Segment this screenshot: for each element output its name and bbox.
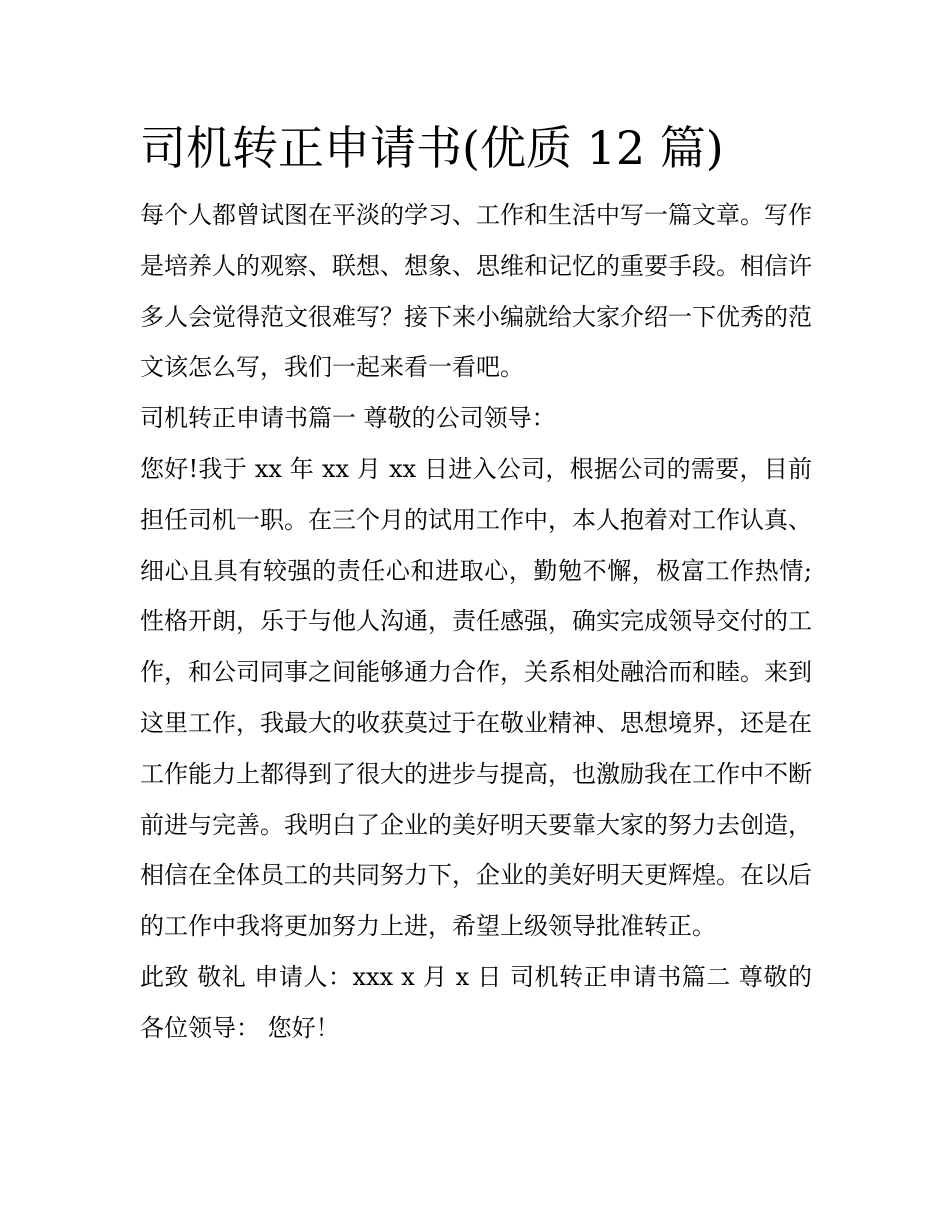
section-one-heading: 司机转正申请书篇一 尊敬的公司领导： (140, 404, 556, 433)
document-title: 司机转正申请书(优质 12 篇) (140, 121, 724, 175)
document-page (140, 112, 812, 1054)
intro-paragraph: 每个人都曾试图在平淡的学习、工作和生活中写一篇文章。写作是培养人的观察、联想、想象、思维和记忆的重要手段。相信许多人会觉得范文很难写？接下来小编就给大家介绍一下优秀的范文该怎么写，我们一起来看一看吧。 (140, 201, 812, 382)
closing-paragraph: 此致 敬礼 申请人：xxx x 月 x 日 司机转正申请书篇二 尊敬的各位领导： 您好！ (140, 962, 812, 1042)
section-one-body: 您好!我于 xx 年 xx 月 xx 日进入公司，根据公司的需要，目前担任司机一职。在三个月的试用工作中，本人抱着对工作认真、细心且具有较强的责任心和进取心，勤勉不懈，极富工作热情;性格开朗，乐于与他人沟通，责任感强，确实完成领导交付的工作，和公司同事之间能够通力合作，关系相处融洽而和睦。来到这里工作，我最大的收获莫过于在敬业精神、思想境界，还是在工作能力上都得到了很大的进步与提高，也激励我在工作中不断前进与完善。我明白了企业的美好明天要靠大家的努力去创造，相信在全体员工的共同努力下，企业的美好明天更辉煌。在以后的工作中我将更加努力上进，希望上级领导批准转正。 (140, 454, 812, 941)
